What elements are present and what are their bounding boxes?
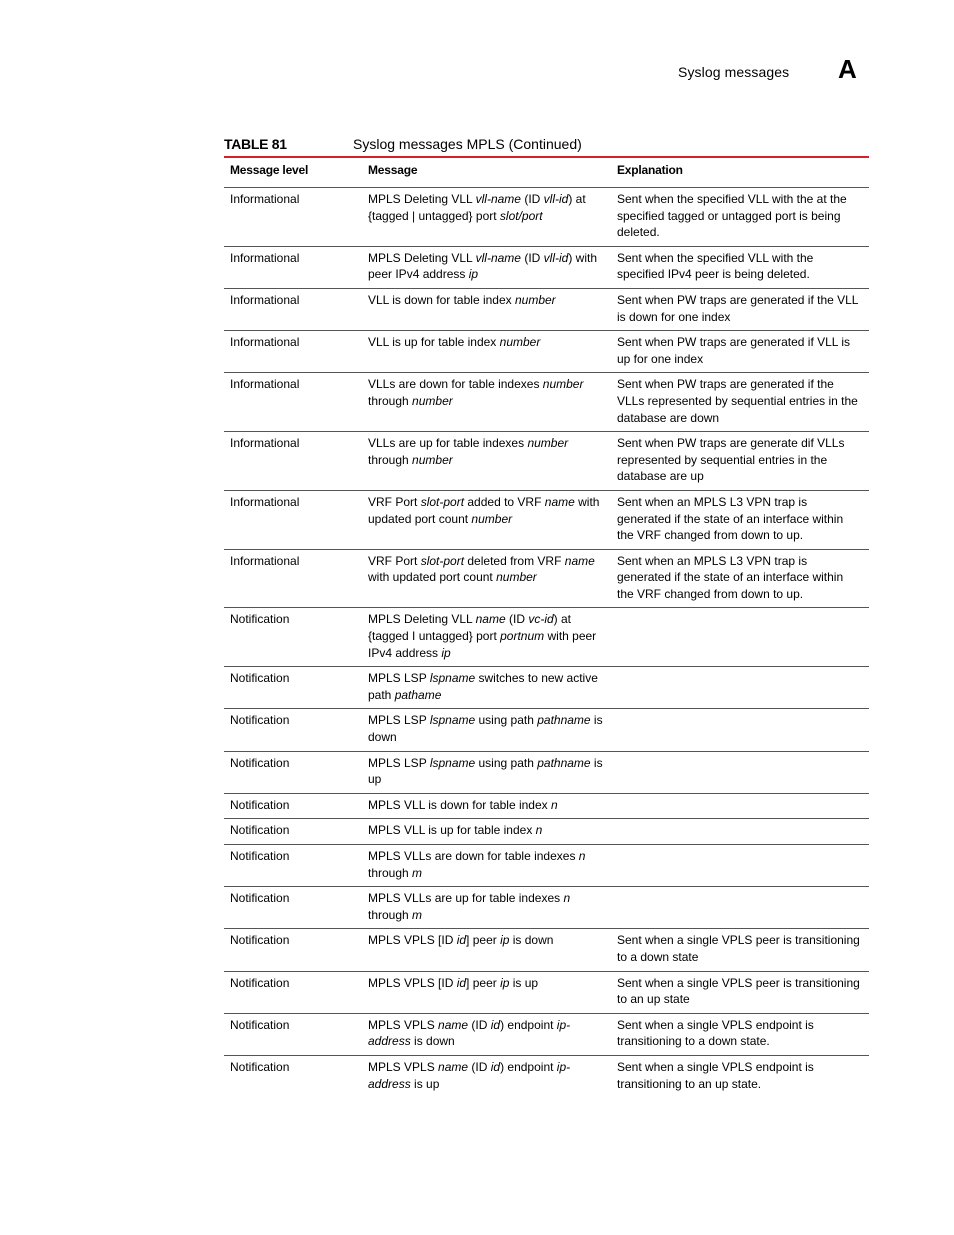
message-text: with updated port count: [368, 494, 600, 526]
message-text: VLLs are up for table indexes: [368, 436, 528, 451]
message-variable: m: [412, 865, 423, 880]
message-cell: [361, 288, 612, 330]
table-row: [224, 845, 869, 887]
message-level-cell: Informational: [224, 188, 361, 247]
message-text: (ID: [468, 1059, 491, 1074]
table-row: [224, 751, 869, 793]
message-variable: number: [542, 377, 584, 392]
message-variable: ip: [500, 975, 510, 990]
message-text: ) endpoint: [500, 1059, 557, 1074]
message-text: MPLS VLL is up for table index: [368, 823, 536, 838]
explanation-cell: Sent when a single VPLS endpoint is transitioning to a down state.: [612, 1013, 869, 1055]
explanation-cell: [612, 751, 869, 793]
message-variable: lspname: [429, 755, 476, 770]
message-text: MPLS VPLS: [368, 1017, 439, 1032]
message-variable: number: [471, 511, 513, 526]
message-text: through: [368, 452, 413, 467]
table-number: TABLE 81: [224, 136, 287, 152]
message-level-cell: Notification: [224, 887, 361, 929]
column-header-message: Message: [361, 158, 612, 188]
message-variable: number: [412, 393, 453, 408]
message-text: (ID: [520, 192, 544, 206]
message-cell: [361, 373, 612, 432]
message-text: MPLS VLL is down for table index: [368, 797, 551, 812]
message-variable: number: [527, 436, 569, 451]
message-variable: id: [456, 975, 467, 990]
message-variable: pathname: [537, 755, 591, 770]
message-level-cell: Notification: [230, 1059, 290, 1074]
message-cell: [361, 331, 612, 373]
explanation-cell: Sent when PW traps are generated if the VLL is down for one index: [612, 288, 869, 330]
message-text: using path: [475, 713, 538, 728]
message-cell: [361, 887, 612, 929]
explanation-cell: Sent when the specified VLL with the specified IPv4 peer is being deleted.: [612, 246, 869, 288]
table-row: [224, 608, 869, 667]
message-variable: ip: [441, 645, 451, 660]
message-text: MPLS VLLs are down for table indexes: [368, 849, 579, 863]
explanation-cell: Sent when an MPLS L3 VPN trap is generated if the state of an interface within the VRF changed from down to up.: [612, 549, 869, 608]
table-row: [224, 1013, 869, 1055]
message-level-cell: Informational: [224, 373, 361, 432]
message-variable: slot-port: [420, 553, 465, 568]
message-cell: [361, 667, 612, 709]
message-text: ) endpoint: [500, 1017, 557, 1032]
message-level-cell: Notification: [224, 845, 361, 887]
explanation-cell: Sent when PW traps are generated if VLL is up for one index: [612, 331, 869, 373]
message-text: MPLS LSP: [368, 755, 430, 770]
message-variable: n: [578, 849, 586, 863]
running-header-title: Syslog messages: [678, 64, 790, 80]
table-row: [224, 373, 869, 432]
message-text: VLL is down for table index: [368, 292, 515, 307]
message-level-cell: Notification: [224, 709, 361, 751]
message-variable: n: [563, 891, 571, 906]
table-caption: [224, 134, 869, 158]
message-variable: name: [544, 494, 575, 509]
table-body: [224, 188, 869, 1098]
message-cell: [361, 751, 612, 793]
explanation-cell: Sent when PW traps are generate dif VLLs represented by sequential entries in the database are up: [612, 432, 869, 491]
message-cell: [361, 845, 612, 887]
message-variable: slot-port: [420, 494, 465, 509]
message-text: (ID: [505, 612, 529, 627]
message-variable: n: [535, 823, 543, 838]
message-variable: name: [438, 1017, 469, 1032]
table-row: [224, 887, 869, 929]
table-row: [224, 929, 869, 971]
syslog-messages-table: [224, 158, 869, 1097]
message-level-cell: Notification: [224, 1013, 361, 1055]
message-text: MPLS LSP: [368, 671, 430, 686]
table-title: Syslog messages MPLS (Continued): [353, 136, 582, 152]
message-text: MPLS VPLS [ID: [368, 933, 457, 948]
message-level-cell: Notification: [224, 667, 361, 709]
message-cell: [361, 819, 612, 845]
column-header-explanation: Explanation: [612, 158, 869, 188]
message-level-cell: Notification: [224, 751, 361, 793]
message-cell: [361, 246, 612, 288]
message-variable: ip-address: [368, 1059, 571, 1091]
message-text: is up: [368, 755, 603, 787]
table-row: [224, 709, 869, 751]
message-level-cell: Informational: [224, 549, 361, 608]
message-text: using path: [475, 755, 538, 770]
message-text: with updated port count: [368, 570, 497, 585]
message-text: MPLS LSP: [368, 713, 430, 728]
message-variable: number: [514, 292, 556, 307]
message-level-cell: Informational: [224, 490, 361, 549]
message-text: VRF Port: [368, 553, 421, 568]
message-cell: [361, 188, 612, 247]
message-variable: number: [496, 570, 537, 585]
message-text: with peer IPv4 address: [368, 629, 597, 660]
message-variable: id: [490, 1059, 501, 1074]
message-variable: vll-id: [543, 250, 569, 265]
message-variable: lspname: [429, 713, 476, 728]
message-variable: id: [490, 1017, 501, 1032]
message-level-cell: Notification: [224, 793, 361, 819]
message-cell: [361, 1013, 612, 1055]
table-row: [224, 549, 869, 608]
explanation-cell: Sent when a single VPLS endpoint is transitioning to an up state.: [617, 1059, 814, 1091]
message-variable: name: [564, 553, 595, 568]
message-text: (ID: [520, 250, 544, 265]
message-text: VLL is up for table index: [368, 335, 500, 350]
message-variable: vll-name: [475, 192, 521, 206]
message-text: through: [368, 393, 413, 408]
message-text: MPLS VPLS [ID: [368, 975, 457, 990]
message-text: VRF Port: [368, 494, 421, 509]
message-cell: [361, 549, 612, 608]
message-variable: m: [412, 907, 423, 922]
message-variable: name: [438, 1059, 469, 1074]
table-header-row: [224, 158, 869, 188]
table-row: [224, 331, 869, 373]
message-cell: [361, 432, 612, 491]
table-row: [224, 246, 869, 288]
message-cell: [361, 929, 612, 971]
message-text: is down: [410, 1034, 455, 1049]
message-level-cell: Informational: [224, 288, 361, 330]
message-variable: vll-id: [543, 192, 569, 206]
message-level-cell: Informational: [224, 331, 361, 373]
explanation-cell: [612, 667, 869, 709]
explanation-cell: [612, 608, 869, 667]
message-variable: id: [456, 933, 467, 948]
table-row: [224, 1055, 869, 1097]
table-row: [224, 971, 869, 1013]
message-text: is down: [509, 933, 554, 948]
message-cell: [361, 709, 612, 751]
message-variable: ip-address: [368, 1017, 571, 1049]
message-variable: vc-id: [528, 612, 554, 627]
explanation-cell: [612, 845, 869, 887]
message-text: MPLS Deleting VLL: [368, 250, 476, 265]
message-text: is down: [368, 713, 603, 745]
message-variable: vll-name: [475, 250, 521, 265]
explanation-cell: [612, 887, 869, 929]
table-row: [224, 288, 869, 330]
message-text: VLLs are down for table indexes: [368, 377, 543, 392]
message-text: through: [368, 907, 413, 922]
table-row: [224, 667, 869, 709]
explanation-cell: Sent when a single VPLS peer is transitioning to an up state: [612, 971, 869, 1013]
message-variable: number: [499, 335, 541, 350]
explanation-cell: [612, 819, 869, 845]
explanation-cell: Sent when PW traps are generated if the VLLs represented by sequential entries in the database are down: [612, 373, 869, 432]
message-level-cell: Informational: [224, 432, 361, 491]
message-text: MPLS VLLs are up for table indexes: [368, 891, 564, 906]
message-variable: ip: [468, 267, 479, 282]
message-variable: lspname: [429, 671, 476, 686]
table-row: [224, 188, 869, 247]
message-text: MPLS Deleting VLL: [368, 612, 476, 627]
message-variable: ip: [500, 933, 510, 948]
message-variable: pathame: [394, 687, 442, 702]
message-variable: portnum: [500, 629, 545, 644]
message-level-cell: Notification: [224, 929, 361, 971]
message-variable: pathname: [537, 713, 591, 728]
message-variable: n: [551, 797, 558, 812]
message-level-cell: Notification: [224, 819, 361, 845]
message-text: is up: [509, 975, 539, 990]
explanation-cell: [612, 793, 869, 819]
message-text: ) with peer IPv4 address: [368, 250, 597, 282]
explanation-cell: Sent when a single VPLS peer is transitioning to a down state: [612, 929, 869, 971]
message-cell: [361, 490, 612, 549]
column-header-message-level: Message level: [224, 158, 361, 188]
message-text: added to VRF: [464, 494, 545, 509]
message-text: deleted from VRF: [464, 553, 565, 568]
message-cell: [361, 1055, 612, 1097]
message-text: MPLS VPLS: [368, 1059, 439, 1074]
table-row: [224, 819, 869, 845]
message-text: ) at {tagged I untagged} port: [368, 612, 572, 644]
message-text: through: [368, 865, 413, 880]
explanation-cell: [612, 709, 869, 751]
message-text: switches to new active path: [368, 671, 598, 702]
appendix-letter: A: [838, 54, 857, 84]
message-text: ) at {tagged | untagged} port: [368, 192, 586, 223]
message-level-cell: Informational: [224, 246, 361, 288]
message-cell: [361, 971, 612, 1013]
message-text: is up: [410, 1076, 440, 1091]
message-variable: slot/port: [499, 208, 543, 223]
table-row: [224, 793, 869, 819]
message-level-cell: Notification: [224, 608, 361, 667]
message-variable: number: [412, 452, 453, 467]
message-variable: name: [475, 612, 506, 627]
message-text: ] peer: [466, 933, 501, 948]
explanation-cell: Sent when an MPLS L3 VPN trap is generated if the state of an interface within the VRF changed from down to up.: [612, 490, 869, 549]
message-text: MPLS Deleting VLL: [368, 192, 476, 206]
table-row: [224, 432, 869, 491]
message-text: (ID: [468, 1017, 491, 1032]
table-row: [224, 490, 869, 549]
message-level-cell: Notification: [224, 971, 361, 1013]
message-cell: [361, 793, 612, 819]
message-cell: [361, 608, 612, 667]
explanation-cell: Sent when the specified VLL with the at the specified tagged or untagged port is being deleted.: [612, 188, 869, 247]
message-text: ] peer: [466, 975, 501, 990]
